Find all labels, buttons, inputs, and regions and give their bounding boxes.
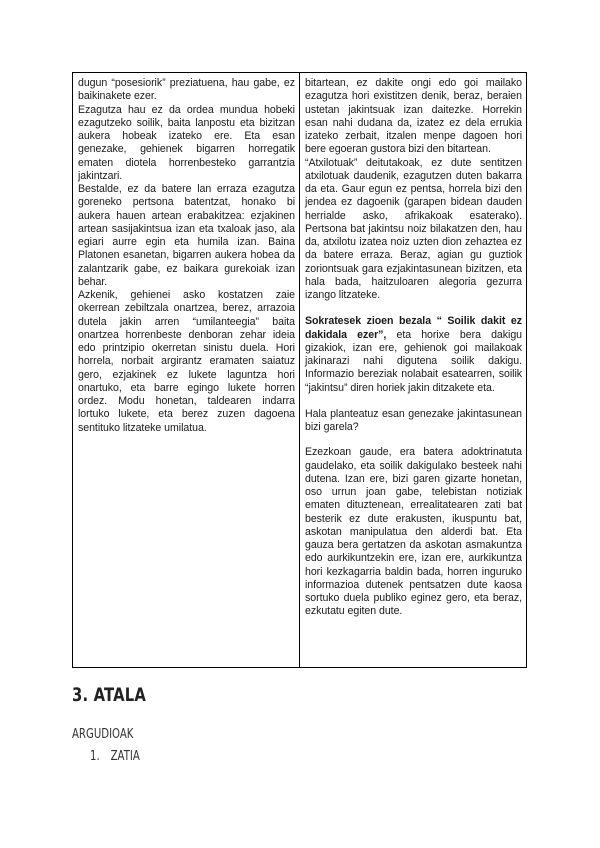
right-paragraph-3-rest: eta horixe bera dakigu gizakiok, izan ere, gehienok goi mailakoak jakinarazi nahi digutena soilik dakigu. Informazio bereziak nolabait esatearren, soilik “jakintsu” diren horiek jakin ditzakete eta. (305, 328, 522, 394)
left-paragraph-3: Bestalde, ez da batere lan erraza ezagutza goreneko pertsona batentzat, honako bi aukera hauen artean erabakitzea: ezjakinen artean sasijakintsua izan eta txaloak jaso, ala egiari aurre egin eta humila izan. Baina Platonen esanetan, bigarren aukera hobea da zalantzarik gabe, ez baikara gurekoiak izan behar. (78, 183, 295, 288)
right-paragraph-2: “Atxilotuak” deitutakoak, ez dute sentitzen atxilotuak daudenik, ezagutzen duten bakarra da eta. Gaur egun ez pentsa, horrela bizi den jendea ez dagoenik (garapen bidean dauden herrialde asko, afrikakoak esaterako). Pertsona bat jakintsu noiz bilakatzen den, hau da, atxilotu izatea noiz uzten dion zehaztea ez da batere erraza. Beraz, agian gu guztiok zoriontsuak gara ezjakintasunean bizitzen, eta hala bada, haitzuloaren alegoria gezurra izango litzateke. (305, 156, 522, 301)
list-item-number: 1. (90, 749, 100, 764)
left-paragraph-2: Ezagutza hau ez da ordea mundua hobeki ezagutzeko soilik, baita lanpostu eta bizitzan aukera hobeak izateko ere. Eta esan genezake, gehienek bigarren horregatik ematen diotela horrenbesteko garrantzia jakintzari. (78, 103, 295, 182)
right-paragraph-1: bitartean, ez dakite ongi edo goi mailako ezagutza hori existitzen denik, beraz, beraien ustetan jakintsuak izan daitezke. Horrekin esan nahi dudana da, izatez ez dela errukia izateko zerbait, itzalen menpe dagoen hori bere egoeran gustora bizi den bitartean. (305, 77, 522, 156)
numbered-list-item (90, 749, 140, 764)
socrates-quote: Sokratesek zioen bezala “ Soilik dakit ez dakidala ezer”, (305, 315, 522, 341)
section-subheading: ARGUDIOAK (72, 727, 134, 742)
two-column-text-table (72, 72, 527, 668)
left-column (73, 73, 300, 667)
left-paragraph-1: dugun “posesiorik” preziatuena, hau gabe, ez baikinakete ezer. (78, 77, 295, 103)
section-heading: 3. ATALA (72, 684, 147, 706)
list-item-label: ZATIA (110, 749, 140, 764)
right-paragraph-4: Hala planteatuz esan genezake jakintasunean bizi garela? (305, 407, 522, 433)
right-column (300, 73, 526, 667)
right-paragraph-5: Ezezkoan gaude, era batera adoktrinatuta gaudelako, eta soilik dakigulako besteek nahi dutena. Izan ere, bizi garen gizarte honetan, oso urrun joan gabe, telebistan notiziak ematen dituztenean, errealitatearen zati bat besterik ez dute erakusten, ikuspuntu bat, askotan manipulatua den alderdi bat. Eta gauza bera gertatzen da askotan asmakuntza edo aurkikuntzekin ere, izan ere, aurkikuntza hori kezkagarria baldin bada, horren inguruko informazioa dutenek pentsatzen dute kaosa sortuko duela publiko eginez gero, eta beraz, ezkutatu egiten dute. (305, 446, 522, 618)
left-paragraph-4: Azkenik, gehienei asko kostatzen zaie okerrean zebiltzala onartzea, berez, arrazoia dutela jakin arren “umilanteegia” baita onartzea horrenbeste denboran zehar ideia edo printzipio okerretan sinistu duela. Hori horrela, norbait argirantz eramaten saiatuz gero, ezjakinek ez lukete laguntza hori onartuko, eta barre egingo lukete horren ordez. Modu honetan, taldearen indarra lortuko lukete, eta berez zuzen dagoena sentituko litzateke umilatua. (78, 289, 295, 434)
right-paragraph-3 (305, 315, 522, 395)
